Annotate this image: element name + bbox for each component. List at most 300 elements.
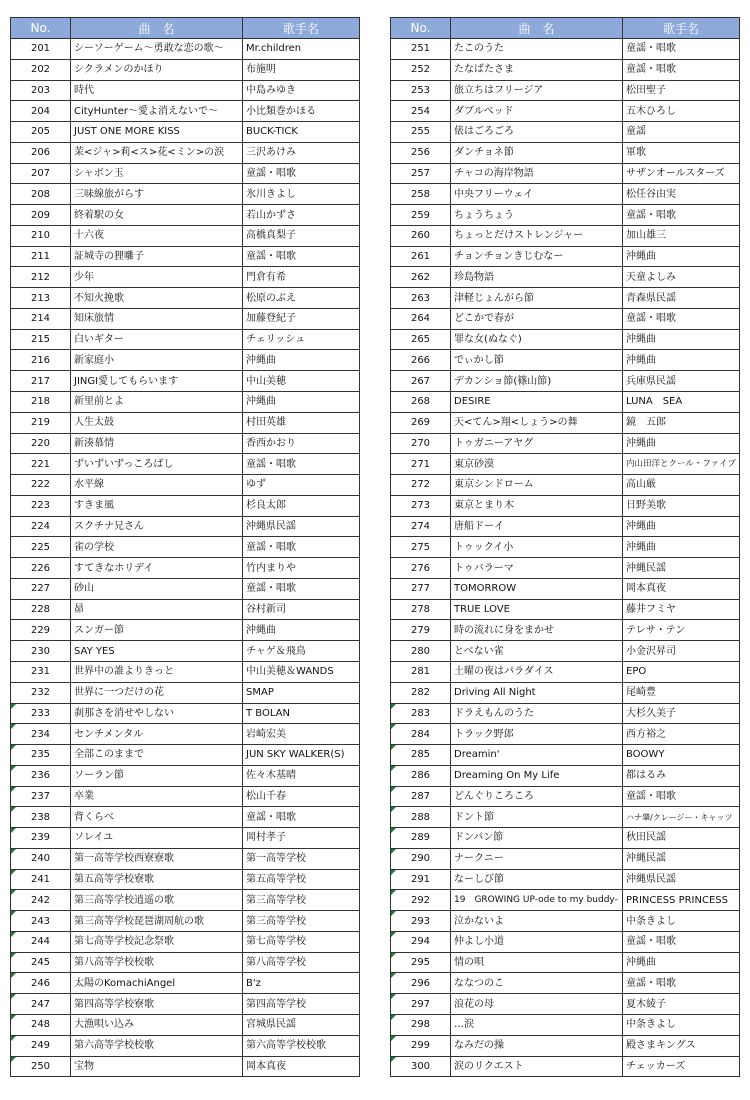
song-title: 旅立ちはフリージア xyxy=(451,80,623,101)
table-row xyxy=(11,412,360,433)
song-number: 264 xyxy=(391,308,451,329)
table-row xyxy=(391,828,740,849)
table-row xyxy=(391,994,740,1015)
song-number: 300 xyxy=(391,1056,451,1077)
song-number: 242 xyxy=(11,890,71,911)
song-title: 情の唄 xyxy=(451,952,623,973)
song-number: 219 xyxy=(11,412,71,433)
song-title: とべない雀 xyxy=(451,641,623,662)
table-row xyxy=(391,225,740,246)
song-number: 254 xyxy=(391,101,451,122)
header-no: No. xyxy=(11,18,71,39)
table-row xyxy=(391,952,740,973)
artist-name: 若山かずさ xyxy=(243,205,360,226)
song-title: 砂山 xyxy=(71,578,243,599)
artist-name: 沖縄曲 xyxy=(623,537,740,558)
table-row xyxy=(391,578,740,599)
artist-name: 第八高等学校 xyxy=(243,952,360,973)
artist-name: 沖縄曲 xyxy=(243,620,360,641)
song-title: 新里前とよ xyxy=(71,392,243,413)
artist-name: 三沢あけみ xyxy=(243,142,360,163)
song-number: 236 xyxy=(11,765,71,786)
song-number: 297 xyxy=(391,994,451,1015)
song-number: 211 xyxy=(11,246,71,267)
song-title: 新家庭小 xyxy=(71,350,243,371)
artist-name: 高橋真梨子 xyxy=(243,225,360,246)
artist-name: 夏木綾子 xyxy=(623,994,740,1015)
table-row xyxy=(391,205,740,226)
song-number: 209 xyxy=(11,205,71,226)
song-title: 宝物 xyxy=(71,1056,243,1077)
song-number: 286 xyxy=(391,765,451,786)
header-song: 曲 名 xyxy=(451,18,623,39)
song-title: どんぐりころころ xyxy=(451,786,623,807)
artist-name: 沖縄曲 xyxy=(623,952,740,973)
table-row xyxy=(391,869,740,890)
song-number: 282 xyxy=(391,682,451,703)
artist-name: EPO xyxy=(623,661,740,682)
song-title: どこかで春が xyxy=(451,308,623,329)
table-row xyxy=(391,163,740,184)
artist-name: SMAP xyxy=(243,682,360,703)
song-number: 234 xyxy=(11,724,71,745)
song-number: 205 xyxy=(11,122,71,143)
song-number: 268 xyxy=(391,392,451,413)
song-number: 294 xyxy=(391,931,451,952)
song-title: 東京砂漠 xyxy=(451,454,623,475)
table-row xyxy=(11,329,360,350)
table-row xyxy=(391,911,740,932)
song-title: 卒業 xyxy=(71,786,243,807)
artist-name: チェッカーズ xyxy=(623,1056,740,1077)
table-row xyxy=(11,828,360,849)
song-title: 大漁唄い込み xyxy=(71,1014,243,1035)
song-number: 295 xyxy=(391,952,451,973)
song-number: 256 xyxy=(391,142,451,163)
song-title: Dreamin' xyxy=(451,745,623,766)
song-number: 289 xyxy=(391,828,451,849)
table-row xyxy=(391,59,740,80)
artist-name: 殿さまキングス xyxy=(623,1035,740,1056)
song-title: 刹那さを消せやしない xyxy=(71,703,243,724)
table-row xyxy=(391,184,740,205)
song-number: 285 xyxy=(391,745,451,766)
song-number: 206 xyxy=(11,142,71,163)
song-number: 283 xyxy=(391,703,451,724)
table-row xyxy=(11,765,360,786)
song-number: 251 xyxy=(391,39,451,60)
artist-name: チェリッシュ xyxy=(243,329,360,350)
artist-name: 童謡・唱歌 xyxy=(243,246,360,267)
song-title: なみだの操 xyxy=(451,1035,623,1056)
song-title: 罪な女(ぬなぐ) xyxy=(451,329,623,350)
table-row xyxy=(391,267,740,288)
artist-name: 日野美歌 xyxy=(623,495,740,516)
artist-name: 松原のぶえ xyxy=(243,288,360,309)
table-row xyxy=(391,101,740,122)
artist-name: 松任谷由実 xyxy=(623,184,740,205)
song-title: 珍島物語 xyxy=(451,267,623,288)
artist-name: 岡本真夜 xyxy=(623,578,740,599)
artist-name: 大杉久美子 xyxy=(623,703,740,724)
artist-name: 尾崎豊 xyxy=(623,682,740,703)
header-artist: 歌手名 xyxy=(243,18,360,39)
table-row xyxy=(391,1014,740,1035)
song-number: 213 xyxy=(11,288,71,309)
song-title: シーソーゲーム～勇敢な恋の歌～ xyxy=(71,39,243,60)
song-number: 272 xyxy=(391,475,451,496)
table-row xyxy=(391,724,740,745)
song-number: 263 xyxy=(391,288,451,309)
song-number: 201 xyxy=(11,39,71,60)
table-row xyxy=(11,225,360,246)
song-title: 白いギター xyxy=(71,329,243,350)
artist-name: 岩崎宏美 xyxy=(243,724,360,745)
artist-name: JUN SKY WALKER(S) xyxy=(243,745,360,766)
song-number: 207 xyxy=(11,163,71,184)
song-number: 246 xyxy=(11,973,71,994)
song-number: 237 xyxy=(11,786,71,807)
header-artist: 歌手名 xyxy=(623,18,740,39)
table-row xyxy=(11,475,360,496)
song-number: 229 xyxy=(11,620,71,641)
song-title: たこのうた xyxy=(451,39,623,60)
song-title: 水平線 xyxy=(71,475,243,496)
song-number: 232 xyxy=(11,682,71,703)
song-title: 十六夜 xyxy=(71,225,243,246)
artist-name: 童謡・唱歌 xyxy=(623,59,740,80)
artist-name: 沖縄民謡 xyxy=(623,558,740,579)
song-title: トゥガニーアヤグ xyxy=(451,433,623,454)
song-number: 238 xyxy=(11,807,71,828)
song-title: 泣かないよ xyxy=(451,911,623,932)
song-rows-left xyxy=(11,39,360,1077)
artist-name: 藤井フミヤ xyxy=(623,599,740,620)
artist-name: サザンオールスターズ xyxy=(623,163,740,184)
song-number: 260 xyxy=(391,225,451,246)
song-number: 208 xyxy=(11,184,71,205)
artist-name: 童謡・唱歌 xyxy=(623,39,740,60)
song-title: 不知火挽歌 xyxy=(71,288,243,309)
table-row xyxy=(11,122,360,143)
song-title: 土曜の夜はパラダイス xyxy=(451,661,623,682)
song-title: たなばたさま xyxy=(451,59,623,80)
song-title: ソレイユ xyxy=(71,828,243,849)
artist-name: 門倉有希 xyxy=(243,267,360,288)
song-number: 284 xyxy=(391,724,451,745)
artist-name: テレサ・テン xyxy=(623,620,740,641)
artist-name: 小金沢昇司 xyxy=(623,641,740,662)
table-row xyxy=(391,682,740,703)
artist-name: 沖縄民謡 xyxy=(623,848,740,869)
song-title: スクチナ兄さん xyxy=(71,516,243,537)
song-title: 新湊慕情 xyxy=(71,433,243,454)
song-title: 俵はごろごろ xyxy=(451,122,623,143)
song-number: 265 xyxy=(391,329,451,350)
song-title: 唐船ドーイ xyxy=(451,516,623,537)
song-title: 証城寺の狸囃子 xyxy=(71,246,243,267)
song-number: 217 xyxy=(11,371,71,392)
song-title: ずいずいずっころばし xyxy=(71,454,243,475)
song-number: 255 xyxy=(391,122,451,143)
artist-name: 沖縄曲 xyxy=(623,350,740,371)
song-number: 231 xyxy=(11,661,71,682)
song-number: 235 xyxy=(11,745,71,766)
artist-name: 中山美穂＆WANDS xyxy=(243,661,360,682)
header-no: No. xyxy=(391,18,451,39)
artist-name: 秋田民謡 xyxy=(623,828,740,849)
artist-name: 中島みゆき xyxy=(243,80,360,101)
song-title: 仲よし小道 xyxy=(451,931,623,952)
artist-name: 沖縄県民謡 xyxy=(623,869,740,890)
table-row xyxy=(391,848,740,869)
table-row xyxy=(11,558,360,579)
song-number: 214 xyxy=(11,308,71,329)
artist-name: 第三高等学校 xyxy=(243,911,360,932)
song-title: 世界中の誰よりきっと xyxy=(71,661,243,682)
song-number: 215 xyxy=(11,329,71,350)
artist-name: 童謡・唱歌 xyxy=(623,205,740,226)
table-row xyxy=(391,599,740,620)
artist-name: 中山美穂 xyxy=(243,371,360,392)
song-number: 280 xyxy=(391,641,451,662)
table-row xyxy=(391,558,740,579)
song-title: ドンパン節 xyxy=(451,828,623,849)
artist-name: 松山千春 xyxy=(243,786,360,807)
song-title: 第六高等学校校歌 xyxy=(71,1035,243,1056)
song-title: 時の流れに身をまかせ xyxy=(451,620,623,641)
song-title: ちょうちょう xyxy=(451,205,623,226)
song-number: 288 xyxy=(391,807,451,828)
song-number: 281 xyxy=(391,661,451,682)
artist-name: 第三高等学校 xyxy=(243,890,360,911)
song-number: 266 xyxy=(391,350,451,371)
table-row xyxy=(11,80,360,101)
song-title: 第三高等学校琵琶湖周航の歌 xyxy=(71,911,243,932)
song-number: 253 xyxy=(391,80,451,101)
song-title: すてきなホリデイ xyxy=(71,558,243,579)
artist-name: 軍歌 xyxy=(623,142,740,163)
song-title: JUST ONE MORE KISS xyxy=(71,122,243,143)
song-number: 218 xyxy=(11,392,71,413)
song-title: シクラメンのかほり xyxy=(71,59,243,80)
song-title: 人生太鼓 xyxy=(71,412,243,433)
table-row xyxy=(11,142,360,163)
artist-name: 童謡・唱歌 xyxy=(623,973,740,994)
song-number: 202 xyxy=(11,59,71,80)
song-title: Dreaming On My Life xyxy=(451,765,623,786)
song-number: 258 xyxy=(391,184,451,205)
table-row xyxy=(391,80,740,101)
song-title: TRUE LOVE xyxy=(451,599,623,620)
artist-name: 童謡・唱歌 xyxy=(243,578,360,599)
table-row xyxy=(11,454,360,475)
song-number: 204 xyxy=(11,101,71,122)
table-row xyxy=(11,537,360,558)
artist-name: 佐々木基晴 xyxy=(243,765,360,786)
table-row xyxy=(391,122,740,143)
table-row xyxy=(391,412,740,433)
song-number: 243 xyxy=(11,911,71,932)
table-row xyxy=(391,329,740,350)
artist-name: BUCK-TICK xyxy=(243,122,360,143)
table-row xyxy=(391,433,740,454)
table-row xyxy=(391,703,740,724)
artist-name: 童謡・唱歌 xyxy=(243,163,360,184)
artist-name: 内山田洋とクール・ファイブ xyxy=(623,454,740,475)
artist-name: チャゲ＆飛鳥 xyxy=(243,641,360,662)
song-title: でぃかし節 xyxy=(451,350,623,371)
song-number: 216 xyxy=(11,350,71,371)
song-number: 210 xyxy=(11,225,71,246)
song-title: 全部このままで xyxy=(71,745,243,766)
song-number: 279 xyxy=(391,620,451,641)
artist-name: 沖縄曲 xyxy=(623,433,740,454)
song-number: 240 xyxy=(11,848,71,869)
table-row xyxy=(391,308,740,329)
artist-name: 第一高等学校 xyxy=(243,848,360,869)
artist-name: 童謡・唱歌 xyxy=(623,308,740,329)
song-number: 296 xyxy=(391,973,451,994)
song-title: ドント節 xyxy=(451,807,623,828)
song-number: 222 xyxy=(11,475,71,496)
table-row xyxy=(11,59,360,80)
table-row xyxy=(11,641,360,662)
table-row xyxy=(11,433,360,454)
table-row xyxy=(11,246,360,267)
artist-name: 第五高等学校 xyxy=(243,869,360,890)
artist-name: 沖縄曲 xyxy=(243,392,360,413)
song-title: JINGI愛してもらいます xyxy=(71,371,243,392)
table-row xyxy=(11,392,360,413)
song-number: 239 xyxy=(11,828,71,849)
song-number: 267 xyxy=(391,371,451,392)
song-title: 第七高等学校記念祭歌 xyxy=(71,931,243,952)
table-row xyxy=(11,495,360,516)
table-row xyxy=(11,890,360,911)
artist-name: 童謡 xyxy=(623,122,740,143)
artist-name: 沖縄曲 xyxy=(623,246,740,267)
table-row xyxy=(391,350,740,371)
song-title: 第一高等学校西寮寮歌 xyxy=(71,848,243,869)
table-row xyxy=(11,973,360,994)
song-title: 東京とまり木 xyxy=(451,495,623,516)
table-row xyxy=(11,39,360,60)
table-row xyxy=(391,537,740,558)
table-row xyxy=(391,765,740,786)
table-row xyxy=(391,454,740,475)
artist-name: 西方裕之 xyxy=(623,724,740,745)
table-row xyxy=(11,578,360,599)
table-row xyxy=(391,1056,740,1077)
song-table-right xyxy=(390,17,740,1077)
table-row xyxy=(11,288,360,309)
song-title: 知床旅情 xyxy=(71,308,243,329)
artist-name: 中条きよし xyxy=(623,1014,740,1035)
song-number: 298 xyxy=(391,1014,451,1035)
song-number: 299 xyxy=(391,1035,451,1056)
table-row xyxy=(391,495,740,516)
song-number: 261 xyxy=(391,246,451,267)
artist-name: 童謡・唱歌 xyxy=(243,537,360,558)
table-row xyxy=(11,807,360,828)
song-number: 275 xyxy=(391,537,451,558)
song-number: 292 xyxy=(391,890,451,911)
table-row xyxy=(11,599,360,620)
song-title: 天<てん>翔<しょう>の舞 xyxy=(451,412,623,433)
artist-name: 松田聖子 xyxy=(623,80,740,101)
artist-name: 宮城県民謡 xyxy=(243,1014,360,1035)
song-number: 273 xyxy=(391,495,451,516)
header-row xyxy=(391,18,740,39)
artist-name: 兵庫県民謡 xyxy=(623,371,740,392)
song-number: 225 xyxy=(11,537,71,558)
table-row xyxy=(11,163,360,184)
artist-name: 小比類巻かほる xyxy=(243,101,360,122)
song-title: トラック野郎 xyxy=(451,724,623,745)
table-row xyxy=(11,994,360,1015)
table-row xyxy=(391,661,740,682)
song-number: 228 xyxy=(11,599,71,620)
song-title: ダンチョネ節 xyxy=(451,142,623,163)
artist-name: 香西かおり xyxy=(243,433,360,454)
song-number: 287 xyxy=(391,786,451,807)
header-row xyxy=(11,18,360,39)
table-row xyxy=(11,1056,360,1077)
artist-name: 村田英雄 xyxy=(243,412,360,433)
song-number: 277 xyxy=(391,578,451,599)
song-title: 涙のリクエスト xyxy=(451,1056,623,1077)
song-title: 第八高等学校校歌 xyxy=(71,952,243,973)
artist-name: 天童よしみ xyxy=(623,267,740,288)
artist-name: 第六高等学校校歌 xyxy=(243,1035,360,1056)
song-number: 244 xyxy=(11,931,71,952)
artist-name: BOOWY xyxy=(623,745,740,766)
song-number: 269 xyxy=(391,412,451,433)
song-title: チャコの海岸物語 xyxy=(451,163,623,184)
table-row xyxy=(391,39,740,60)
artist-name: 沖縄曲 xyxy=(623,516,740,537)
table-row xyxy=(391,475,740,496)
song-number: 270 xyxy=(391,433,451,454)
artist-name: LUNA SEA xyxy=(623,392,740,413)
table-row xyxy=(391,392,740,413)
table-row xyxy=(11,1035,360,1056)
table-row xyxy=(391,931,740,952)
song-number: 250 xyxy=(11,1056,71,1077)
song-title: 第三高等学校逍遥の歌 xyxy=(71,890,243,911)
song-number: 203 xyxy=(11,80,71,101)
song-title: ななつのこ xyxy=(451,973,623,994)
table-row xyxy=(11,724,360,745)
song-title: 昴 xyxy=(71,599,243,620)
song-number: 230 xyxy=(11,641,71,662)
song-title: 終着駅の女 xyxy=(71,205,243,226)
table-row xyxy=(11,869,360,890)
song-title: スンガー節 xyxy=(71,620,243,641)
song-title: 雀の学校 xyxy=(71,537,243,558)
table-row xyxy=(11,205,360,226)
table-row xyxy=(11,1014,360,1035)
song-number: 249 xyxy=(11,1035,71,1056)
table-row xyxy=(11,350,360,371)
table-row xyxy=(11,745,360,766)
song-title: トゥバラーマ xyxy=(451,558,623,579)
song-title: なーしび節 xyxy=(451,869,623,890)
table-row xyxy=(391,142,740,163)
song-number: 259 xyxy=(391,205,451,226)
song-rows-right xyxy=(391,39,740,1077)
